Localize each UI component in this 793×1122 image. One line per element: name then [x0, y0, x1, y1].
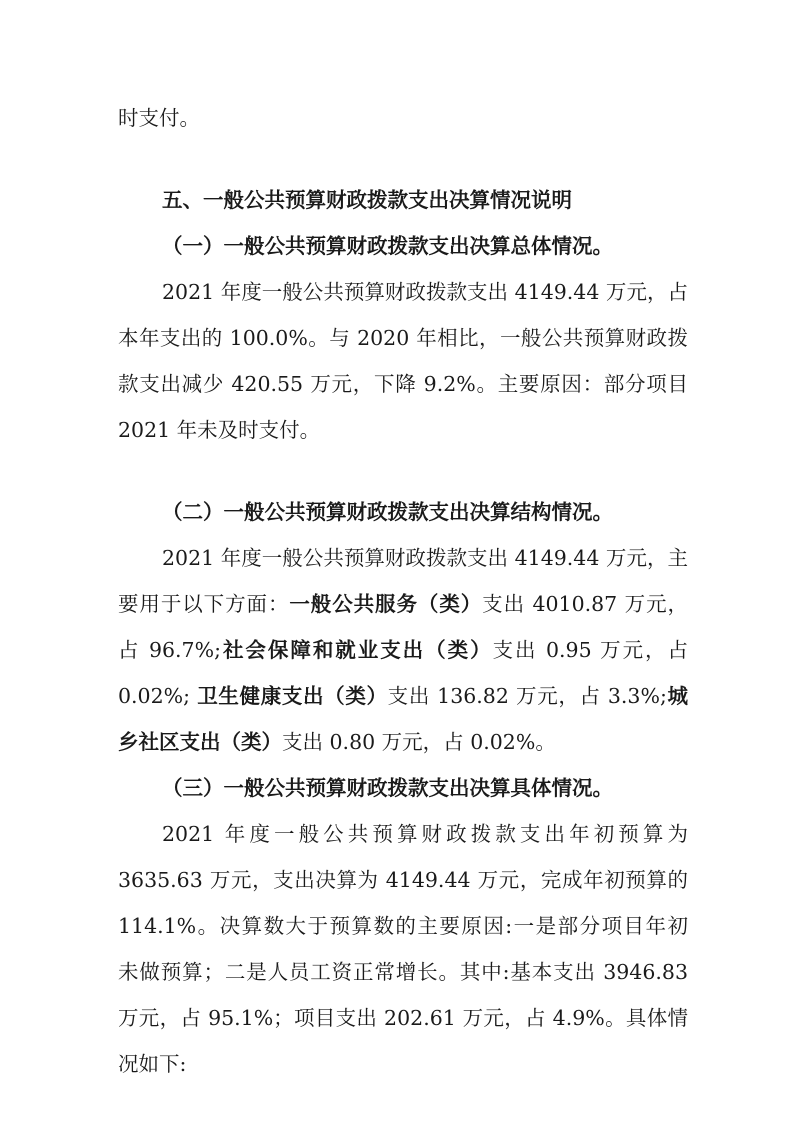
category-general-public-services: 一般公共服务（类）: [289, 592, 483, 616]
sub2-line-2-c: 支出 4010.87 万元，: [482, 592, 689, 616]
category-social-security: 社会保障和就业支出（类）: [220, 638, 493, 662]
sub3-line-5: 万元，占 95.1%；项目支出 202.61 万元，占 4.9%。具体情: [118, 1006, 688, 1030]
top-fragment: 时支付。: [118, 106, 200, 130]
subsection-2-heading: （二）一般公共预算财政拨款支出决算结构情况。: [162, 500, 613, 524]
sub2-line-4-a: 0.02%;: [118, 684, 198, 708]
sub2-line-5-b: 支出 0.80 万元，占 0.02%。: [282, 730, 556, 754]
sub2-line-3-a: 占 96.7%;: [118, 638, 221, 662]
sub1-line-3: 款支出减少 420.55 万元，下降 9.2%。主要原因：部分项目: [118, 372, 688, 396]
sub1-line-4: 2021 年未及时支付。: [118, 418, 321, 442]
sub2-line-4: [118, 682, 688, 710]
sub2-line-3-c: 支出 0.95 万元，占: [492, 638, 689, 662]
sub2-line-4-c: 支出 136.82 万元，占 3.3%;: [387, 684, 667, 708]
sub2-line-5: [118, 728, 556, 756]
category-urban-rural: 乡社区支出（类）: [118, 730, 282, 754]
subsection-3-heading: （三）一般公共预算财政拨款支出决算具体情况。: [162, 776, 613, 800]
sub3-line-2: 3635.63 万元，支出决算为 4149.44 万元，完成年初预算的: [118, 868, 688, 892]
sub2-line-2: [118, 590, 688, 618]
sub3-line-6: 况如下:: [118, 1052, 187, 1076]
subsection-1-heading: （一）一般公共预算财政拨款支出决算总体情况。: [162, 234, 613, 258]
sub2-line-2-a: 要用于以下方面：: [118, 592, 290, 616]
sub2-line-1: 2021 年度一般公共预算财政拨款支出 4149.44 万元，主: [162, 546, 688, 570]
category-urban-rural-start: 城: [666, 684, 689, 708]
sub1-line-2: 本年支出的 100.0%。与 2020 年相比，一般公共预算财政拨: [118, 326, 688, 350]
sub3-line-1: 2021 年度一般公共预算财政拨款支出年初预算为: [162, 822, 688, 846]
sub3-line-4: 未做预算；二是人员工资正常增长。其中:基本支出 3946.83: [118, 960, 688, 984]
category-health: 卫生健康支出（类）: [197, 684, 388, 708]
sub1-line-1: 2021 年度一般公共预算财政拨款支出 4149.44 万元，占: [162, 280, 688, 304]
sub2-line-3: [118, 636, 688, 664]
sub3-line-3: 114.1%。决算数大于预算数的主要原因:一是部分项目年初: [118, 914, 688, 938]
section-title: 五、一般公共预算财政拨款支出决算情况说明: [162, 188, 572, 212]
